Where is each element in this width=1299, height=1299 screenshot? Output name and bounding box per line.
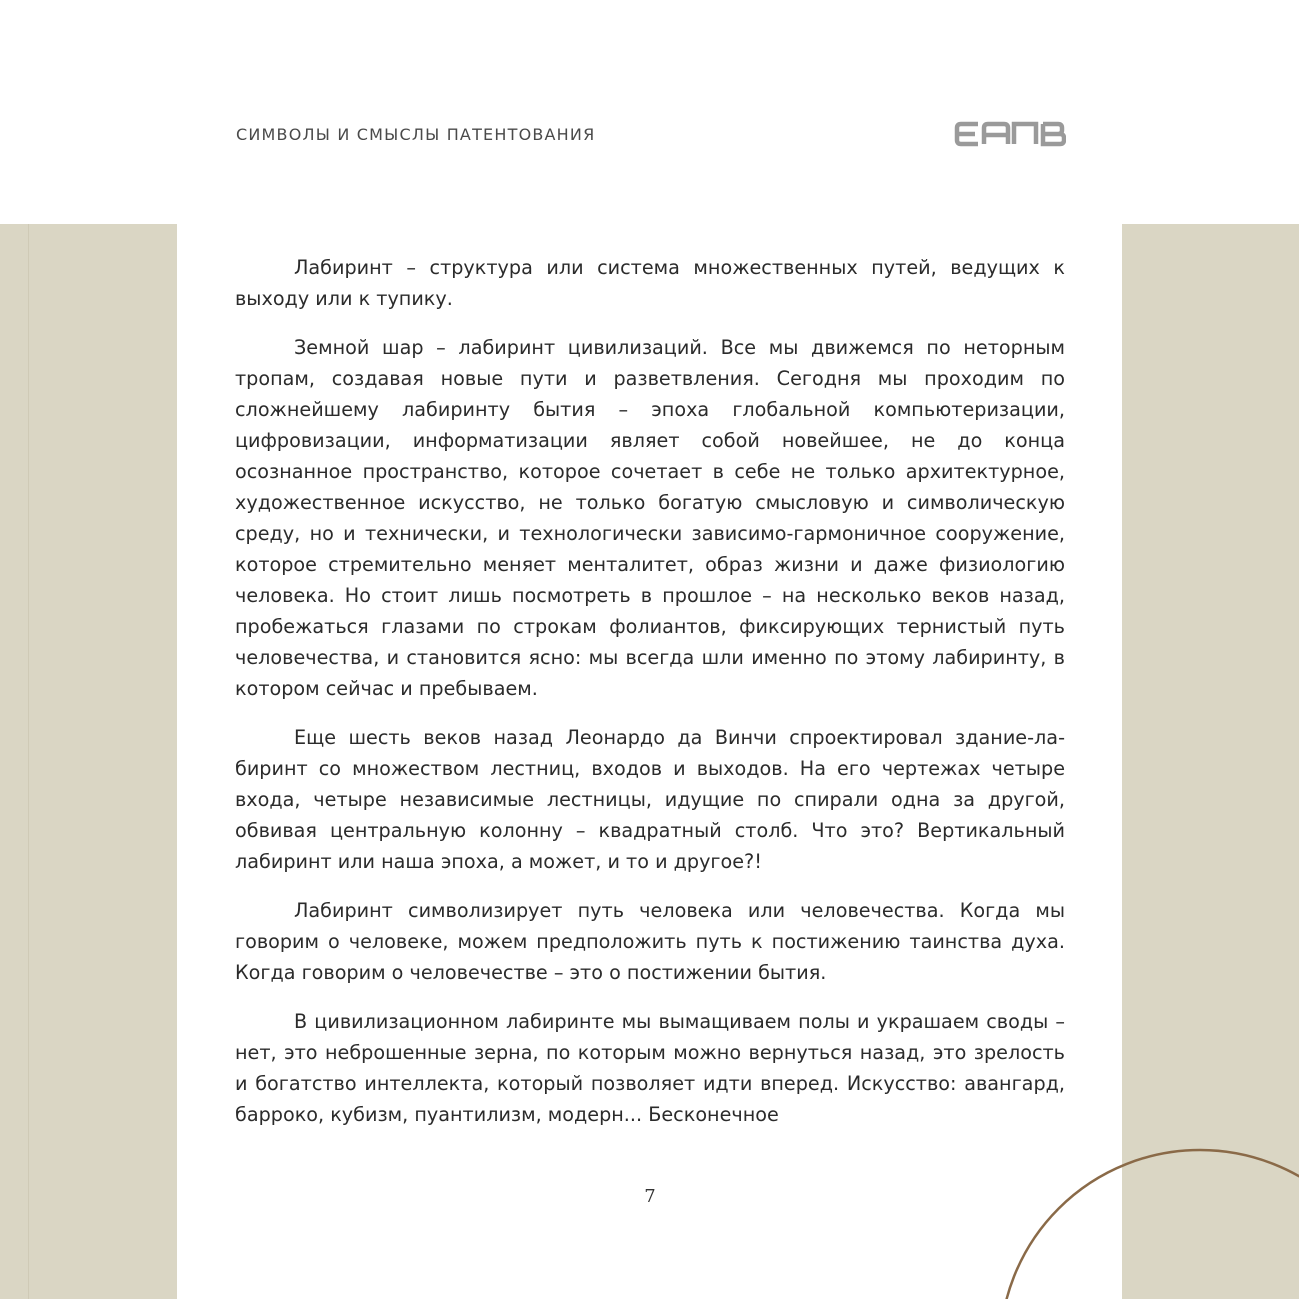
left-side-band xyxy=(0,224,177,1299)
paragraph-2: Земной шар – лабиринт цивилизаций. Все мы движемся по неторным тропам, создавая новые пути и разветвления. Сегодня мы проходим по сложнейшему лабиринту бытия – эпоха глобальной компьютеризации, цифровизации, информатизации являет собой новейшее, не до конца осознанное пространство, которое сочетает в себе не только архитектурное, художественное искусство, не только богатую смысловую и символическую среду, но и технически, и технологически зависимо-гармоничное сооружение, которое стремительно меняет менталитет, образ жизни и даже физиологию человека. Но стоит лишь посмотреть в прошлое – на несколько веков назад, пробежаться глазами по строкам фолиантов, фиксирующих тернистый путь человечества, и становится ясно: мы всегда шли именно по этому лабиринту, в котором сейчас и пребываем. xyxy=(235,336,1065,700)
eapv-logo xyxy=(954,120,1066,148)
decorative-arc xyxy=(1000,1130,1299,1299)
paragraph-1: Лабиринт – структура или система множественных путей, ведущих к выходу или к тупику. xyxy=(235,256,1065,310)
page-number: 7 xyxy=(644,1186,656,1207)
paragraph-5: В цивилизационном лабиринте мы вымащиваем полы и украшаем своды – нет, это неброшенные зерна, по которым можно вернуться назад, это зрелость и богатство интеллекта, который позволяет идти вперед. Искусство: авангард, барроко, кубизм, пуантилизм, модерн... Бесконечное xyxy=(235,1010,1065,1126)
running-title: СИМВОЛЫ И СМЫСЛЫ ПАТЕНТОВАНИЯ xyxy=(236,125,596,144)
body-text xyxy=(235,252,1065,1148)
paragraph-4: Лабиринт символизирует путь человека или человечества. Когда мы говорим о человеке, можем предположить путь к постижению таинства духа. Когда говорим о человечестве – это о постижении бытия. xyxy=(235,899,1065,984)
paragraph-3: Еще шесть веков назад Леонардо да Винчи спроектировал здание-лабиринт со множеством лестниц, входов и выходов. На его чертежах четыре входа, четыре независимые лестницы, идущие по спирали одна за другой, обвивая центральную колонну – квадратный столб. Что это? Вертикальный лабиринт или наша эпоха, а может, и то и другое?! xyxy=(235,726,1065,873)
